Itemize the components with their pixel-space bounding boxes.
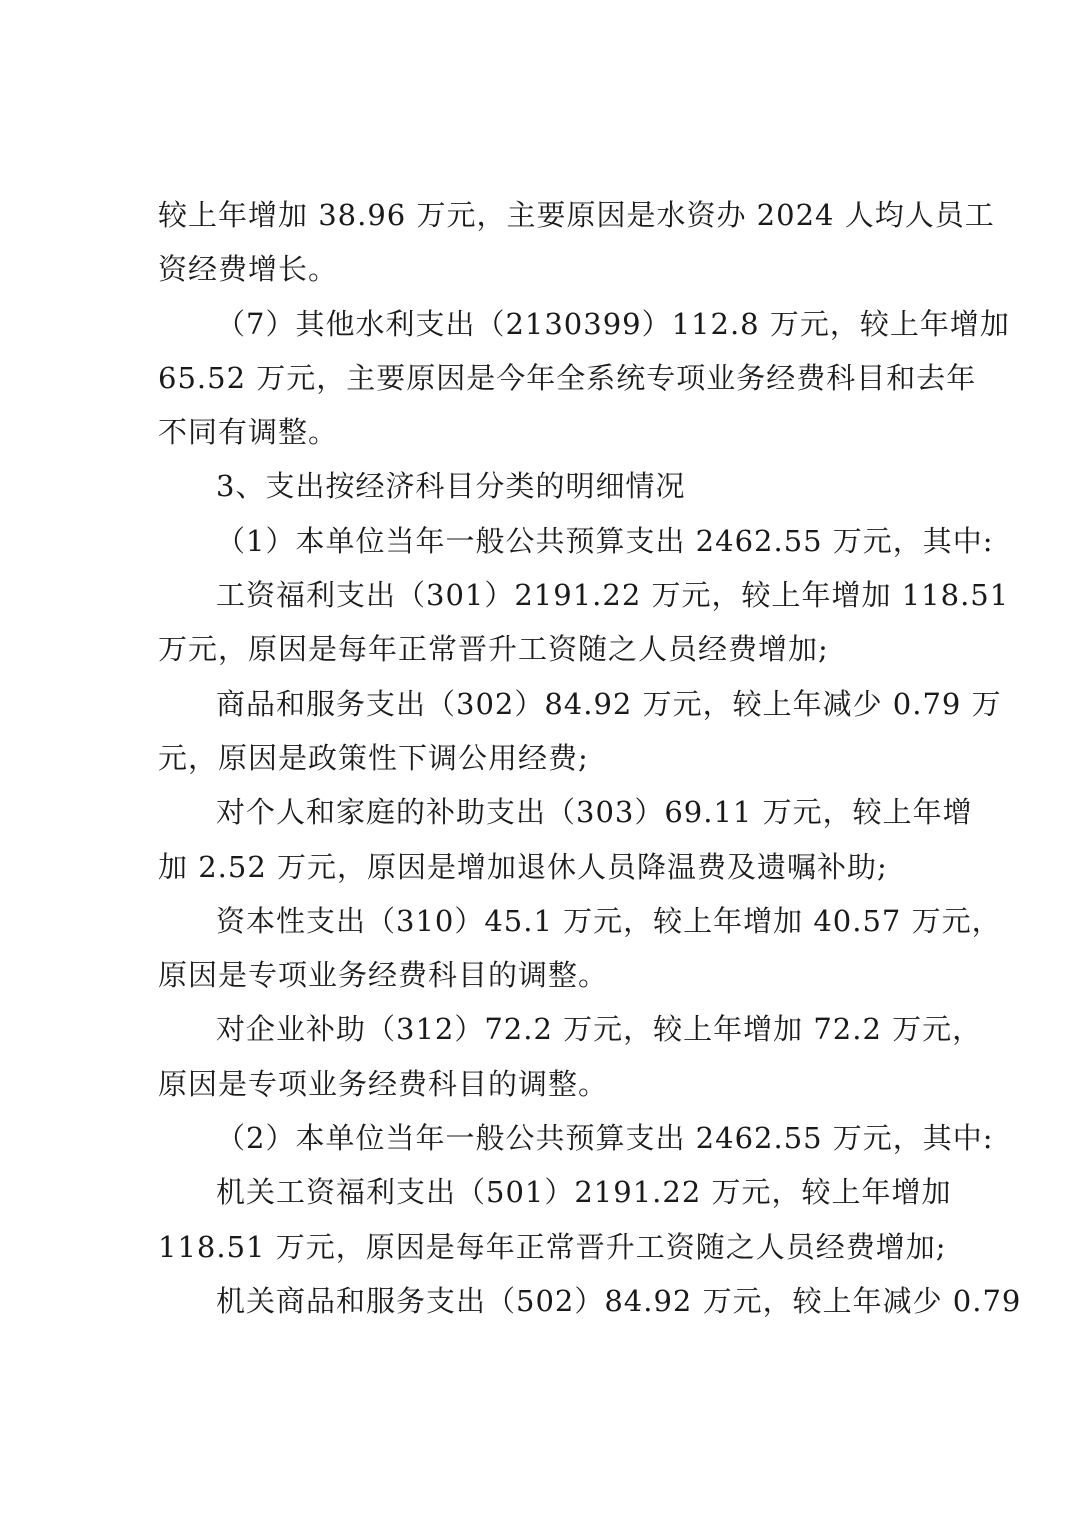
text-line: 资本性支出（310）45.1 万元，较上年增加 40.57 万元， [216,903,1002,938]
text-line: （7）其他水利支出（2130399）112.8 万元，较上年增加 [216,306,1010,341]
document-body [158,188,1022,1328]
text-line: 65.52 万元，主要原因是今年全系统专项业务经费科目和去年 [158,360,977,395]
text-line: 加 2.52 万元，原因是增加退休人员降温费及遗嘱补助; [158,849,888,884]
text-line: 对企业补助（312）72.2 万元，较上年增加 72.2 万元， [216,1012,983,1047]
text-line: 商品和服务支出（302）84.92 万元，较上年减少 0.79 万 [216,686,1002,721]
text-line: （1）本单位当年一般公共预算支出 2462.55 万元，其中: [216,523,994,558]
text-line: 原因是专项业务经费科目的调整。 [158,1066,609,1101]
text-line: 元，原因是政策性下调公用经费; [158,740,589,775]
text-line: 较上年增加 38.96 万元，主要原因是水资办 2024 人均人员工 [158,198,995,232]
text-line: 机关商品和服务支出（502）84.92 万元，较上年减少 0.79 [216,1283,1022,1318]
text-line: 对个人和家庭的补助支出（303）69.11 万元，较上年增 [216,795,973,830]
text-line: 118.51 万元，原因是每年正常晋升工资随之人员经费增加; [158,1229,947,1264]
text-line: 不同有调整。 [158,415,339,450]
text-line: 资经费增长。 [158,252,339,287]
text-line: （2）本单位当年一般公共预算支出 2462.55 万元，其中: [216,1121,994,1156]
text-line: 机关工资福利支出（501）2191.22 万元，较上年增加 [216,1175,952,1210]
text-line: 原因是专项业务经费科目的调整。 [158,958,609,993]
section-heading: 3、支出按经济科目分类的明细情况 [216,469,686,504]
text-line: 万元，原因是每年正常晋升工资随之人员经费增加; [158,632,829,667]
text-line: 工资福利支出（301）2191.22 万元，较上年增加 118.51 [216,578,1010,613]
